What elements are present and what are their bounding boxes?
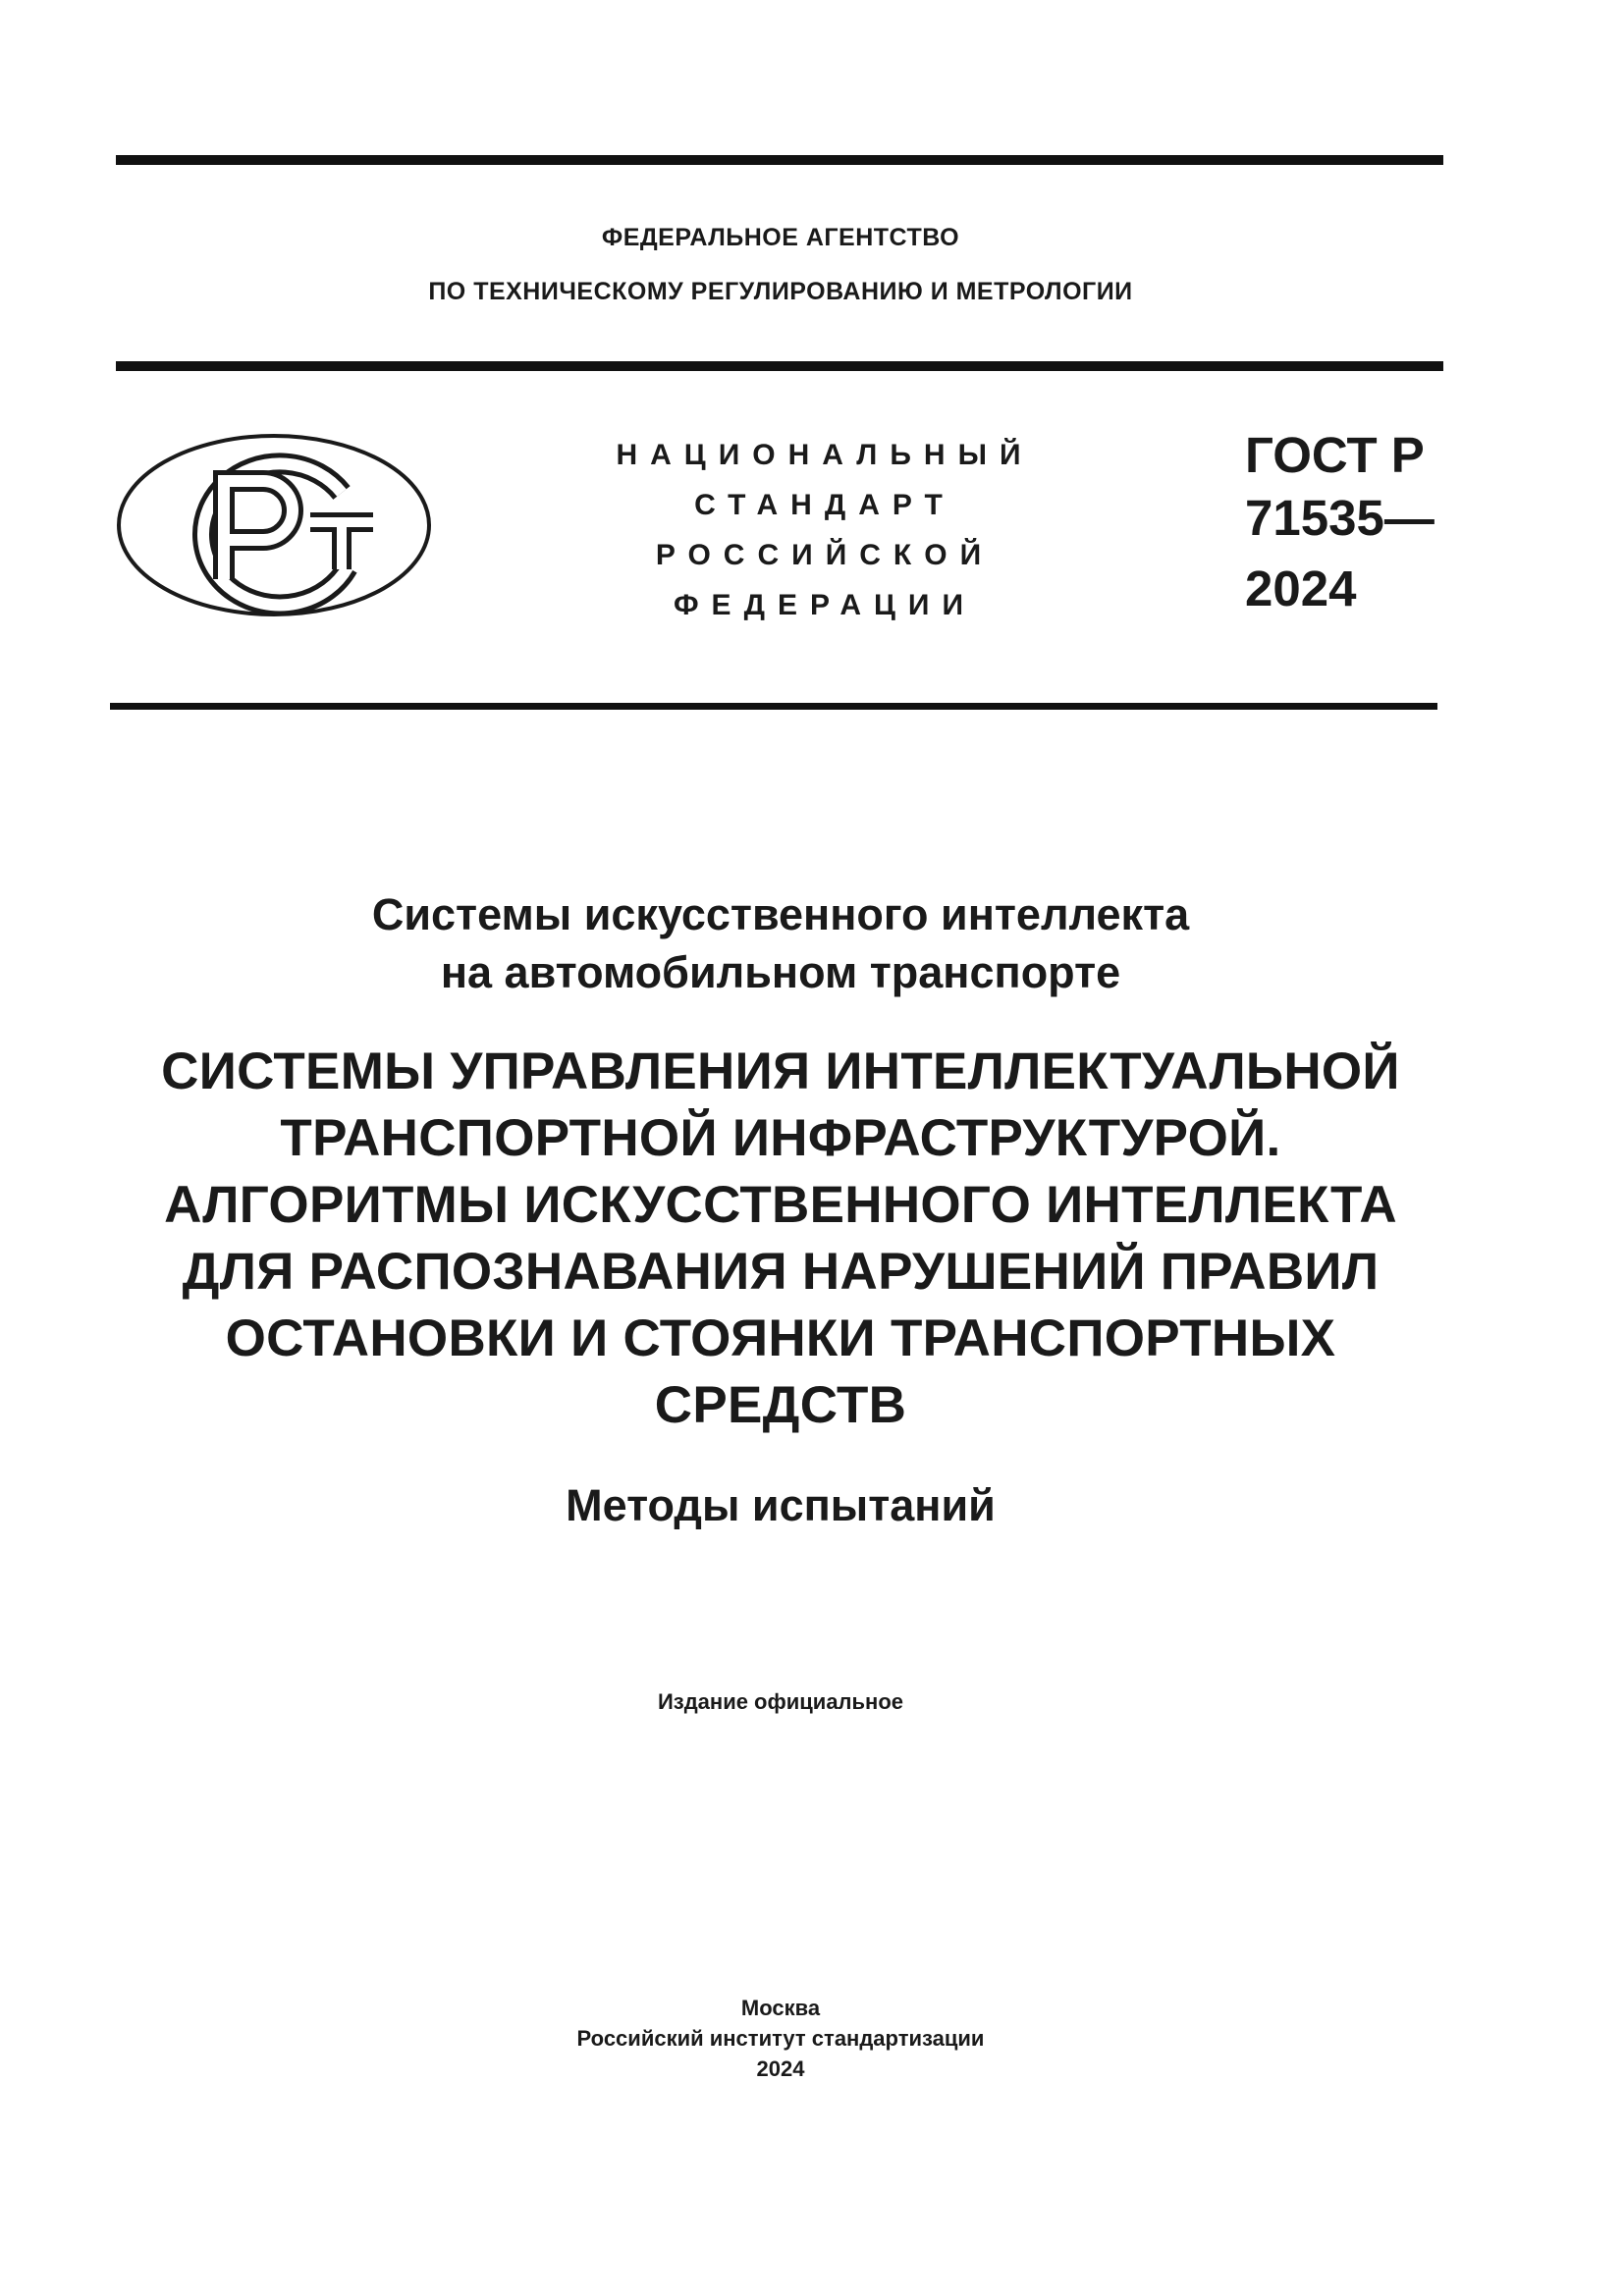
designation-line-3: 2024 bbox=[1245, 561, 1357, 616]
main-title-line-4: ДЛЯ РАСПОЗНАВАНИЯ НАРУШЕНИЙ ПРАВИЛ bbox=[182, 1243, 1380, 1301]
agency-line-1: ФЕДЕРАЛЬНОЕ АГЕНТСТВО bbox=[601, 224, 960, 251]
designation-line-1: ГОСТ Р bbox=[1245, 427, 1425, 483]
agency-bottom-rule bbox=[116, 361, 1443, 371]
subtitle-line-1: Системы искусственного интеллекта bbox=[371, 889, 1190, 939]
footer-year: 2024 bbox=[756, 2056, 805, 2081]
standard-type-line-3: РОССИЙСКОЙ bbox=[655, 539, 995, 571]
subtitle-line-2: на автомобильном транспорте bbox=[440, 947, 1121, 997]
footer-city: Москва bbox=[740, 1996, 821, 2020]
methods-subtitle: Методы испытаний bbox=[566, 1480, 996, 1530]
edition-label: Издание официальное bbox=[657, 1689, 904, 1714]
standard-type-line-1: НАЦИОНАЛЬНЫЙ bbox=[616, 439, 1034, 471]
footer-publisher: Российский институт стандартизации bbox=[576, 2026, 985, 2051]
main-title-line-3: АЛГОРИТМЫ ИСКУССТВЕННОГО ИНТЕЛЛЕКТА bbox=[164, 1176, 1397, 1234]
agency-line-2: ПО ТЕХНИЧЕСКОМУ РЕГУЛИРОВАНИЮ И МЕТРОЛОГИИ bbox=[428, 278, 1133, 305]
standard-type-line-4: ФЕДЕРАЦИИ bbox=[673, 589, 977, 621]
main-title-line-6: СРЕДСТВ bbox=[654, 1376, 907, 1434]
designation-bottom-rule bbox=[110, 703, 1437, 710]
standard-type-line-2: СТАНДАРТ bbox=[694, 489, 955, 521]
main-title-line-5: ОСТАНОВКИ И СТОЯНКИ ТРАНСПОРТНЫХ bbox=[225, 1309, 1336, 1367]
main-title-line-2: ТРАНСПОРТНОЙ ИНФРАСТРУКТУРОЙ. bbox=[280, 1109, 1281, 1167]
main-title-line-1: СИСТЕМЫ УПРАВЛЕНИЯ ИНТЕЛЛЕКТУАЛЬНОЙ bbox=[161, 1042, 1400, 1100]
logo bbox=[116, 432, 432, 618]
rst-certification-logo-icon bbox=[116, 432, 432, 618]
top-rule bbox=[116, 155, 1443, 165]
designation-line-2: 71535— bbox=[1245, 490, 1435, 546]
